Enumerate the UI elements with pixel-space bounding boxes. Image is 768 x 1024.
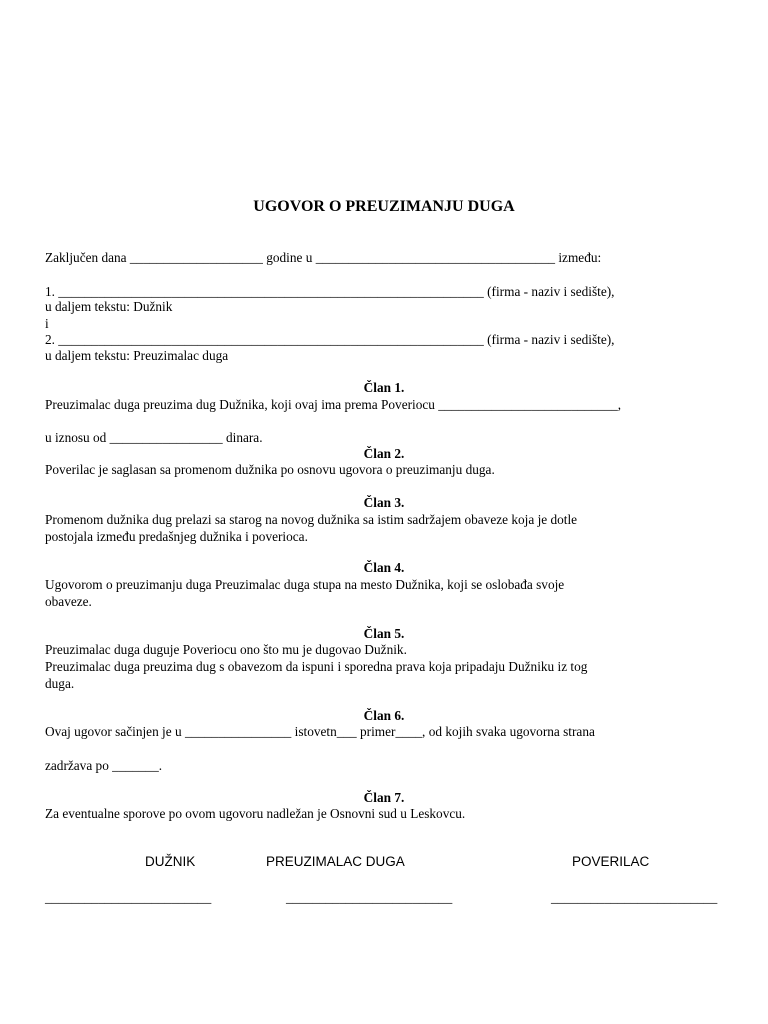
article-7-line-1: Za eventualne sporove po ovom ugovoru nadležan je Osnovni sud u Leskovcu. bbox=[45, 806, 466, 821]
article-5-line-2: Preuzimalac duga preuzima dug s obavezom da ispuni i sporedna prava koja pripadaju Dužniku iz tog bbox=[45, 659, 588, 674]
article-1-line-2: u iznosu od _________________ dinara. bbox=[45, 430, 263, 445]
intro-line: Zaključen dana ____________________ godine u ____________________________________ između: bbox=[45, 250, 602, 265]
party1-role: u daljem tekstu: Dužnik bbox=[45, 299, 173, 314]
article-heading-6: Član 6. bbox=[363, 708, 405, 723]
article-heading-7: Član 7. bbox=[363, 790, 405, 805]
article-3-line-2: postojala između predašnjeg dužnika i poverioca. bbox=[45, 529, 308, 544]
conjunction: i bbox=[45, 316, 49, 331]
article-4-line-1: Ugovorom o preuzimanju duga Preuzimalac duga stupa na mesto Dužnika, koji se oslobađa svoje bbox=[45, 577, 565, 592]
party2-line: 2. ________________________________________________________________ (firma - naziv i sedište), bbox=[45, 332, 615, 347]
article-5-line-3: duga. bbox=[45, 676, 75, 691]
article-heading-2: Član 2. bbox=[363, 446, 405, 461]
article-2-line-1: Poverilac je saglasan sa promenom dužnika po osnovu ugovora o preuzimanju duga. bbox=[45, 462, 495, 477]
signature-label-duznik: DUŽNIK bbox=[145, 854, 196, 869]
article-3-line-1: Promenom dužnika dug prelazi sa starog na novog dužnika sa istim sadržajem obaveze koja je dotle bbox=[45, 512, 578, 527]
signature-line-preuzimalac: _________________________ bbox=[286, 890, 453, 905]
signature-line-poverilac: _________________________ bbox=[551, 890, 718, 905]
article-1-line-1: Preuzimalac duga preuzima dug Dužnika, koji ovaj ima prema Poveriocu ___________________________, bbox=[45, 397, 622, 412]
party1-line: 1. ________________________________________________________________ (firma - naziv i sedište), bbox=[45, 284, 615, 299]
article-heading-1: Član 1. bbox=[363, 380, 405, 395]
article-heading-5: Član 5. bbox=[363, 626, 405, 641]
article-heading-4: Član 4. bbox=[363, 560, 405, 575]
article-6-line-2: zadržava po _______. bbox=[45, 758, 163, 773]
article-5-line-1: Preuzimalac duga duguje Poveriocu ono što mu je dugovao Dužnik. bbox=[45, 642, 407, 657]
signature-line-duznik: _________________________ bbox=[45, 890, 212, 905]
signature-label-poverilac: POVERILAC bbox=[572, 854, 650, 869]
article-6-line-1: Ovaj ugovor sačinjen je u ________________ istovetn___ primer____, od kojih svaka ugovorna strana bbox=[45, 724, 595, 739]
article-4-line-2: obaveze. bbox=[45, 594, 92, 609]
article-heading-3: Član 3. bbox=[363, 495, 405, 510]
signature-label-preuzimalac: PREUZIMALAC DUGA bbox=[266, 854, 405, 869]
party2-role: u daljem tekstu: Preuzimalac duga bbox=[45, 348, 229, 363]
document-title: UGOVOR O PREUZIMANJU DUGA bbox=[253, 198, 515, 215]
